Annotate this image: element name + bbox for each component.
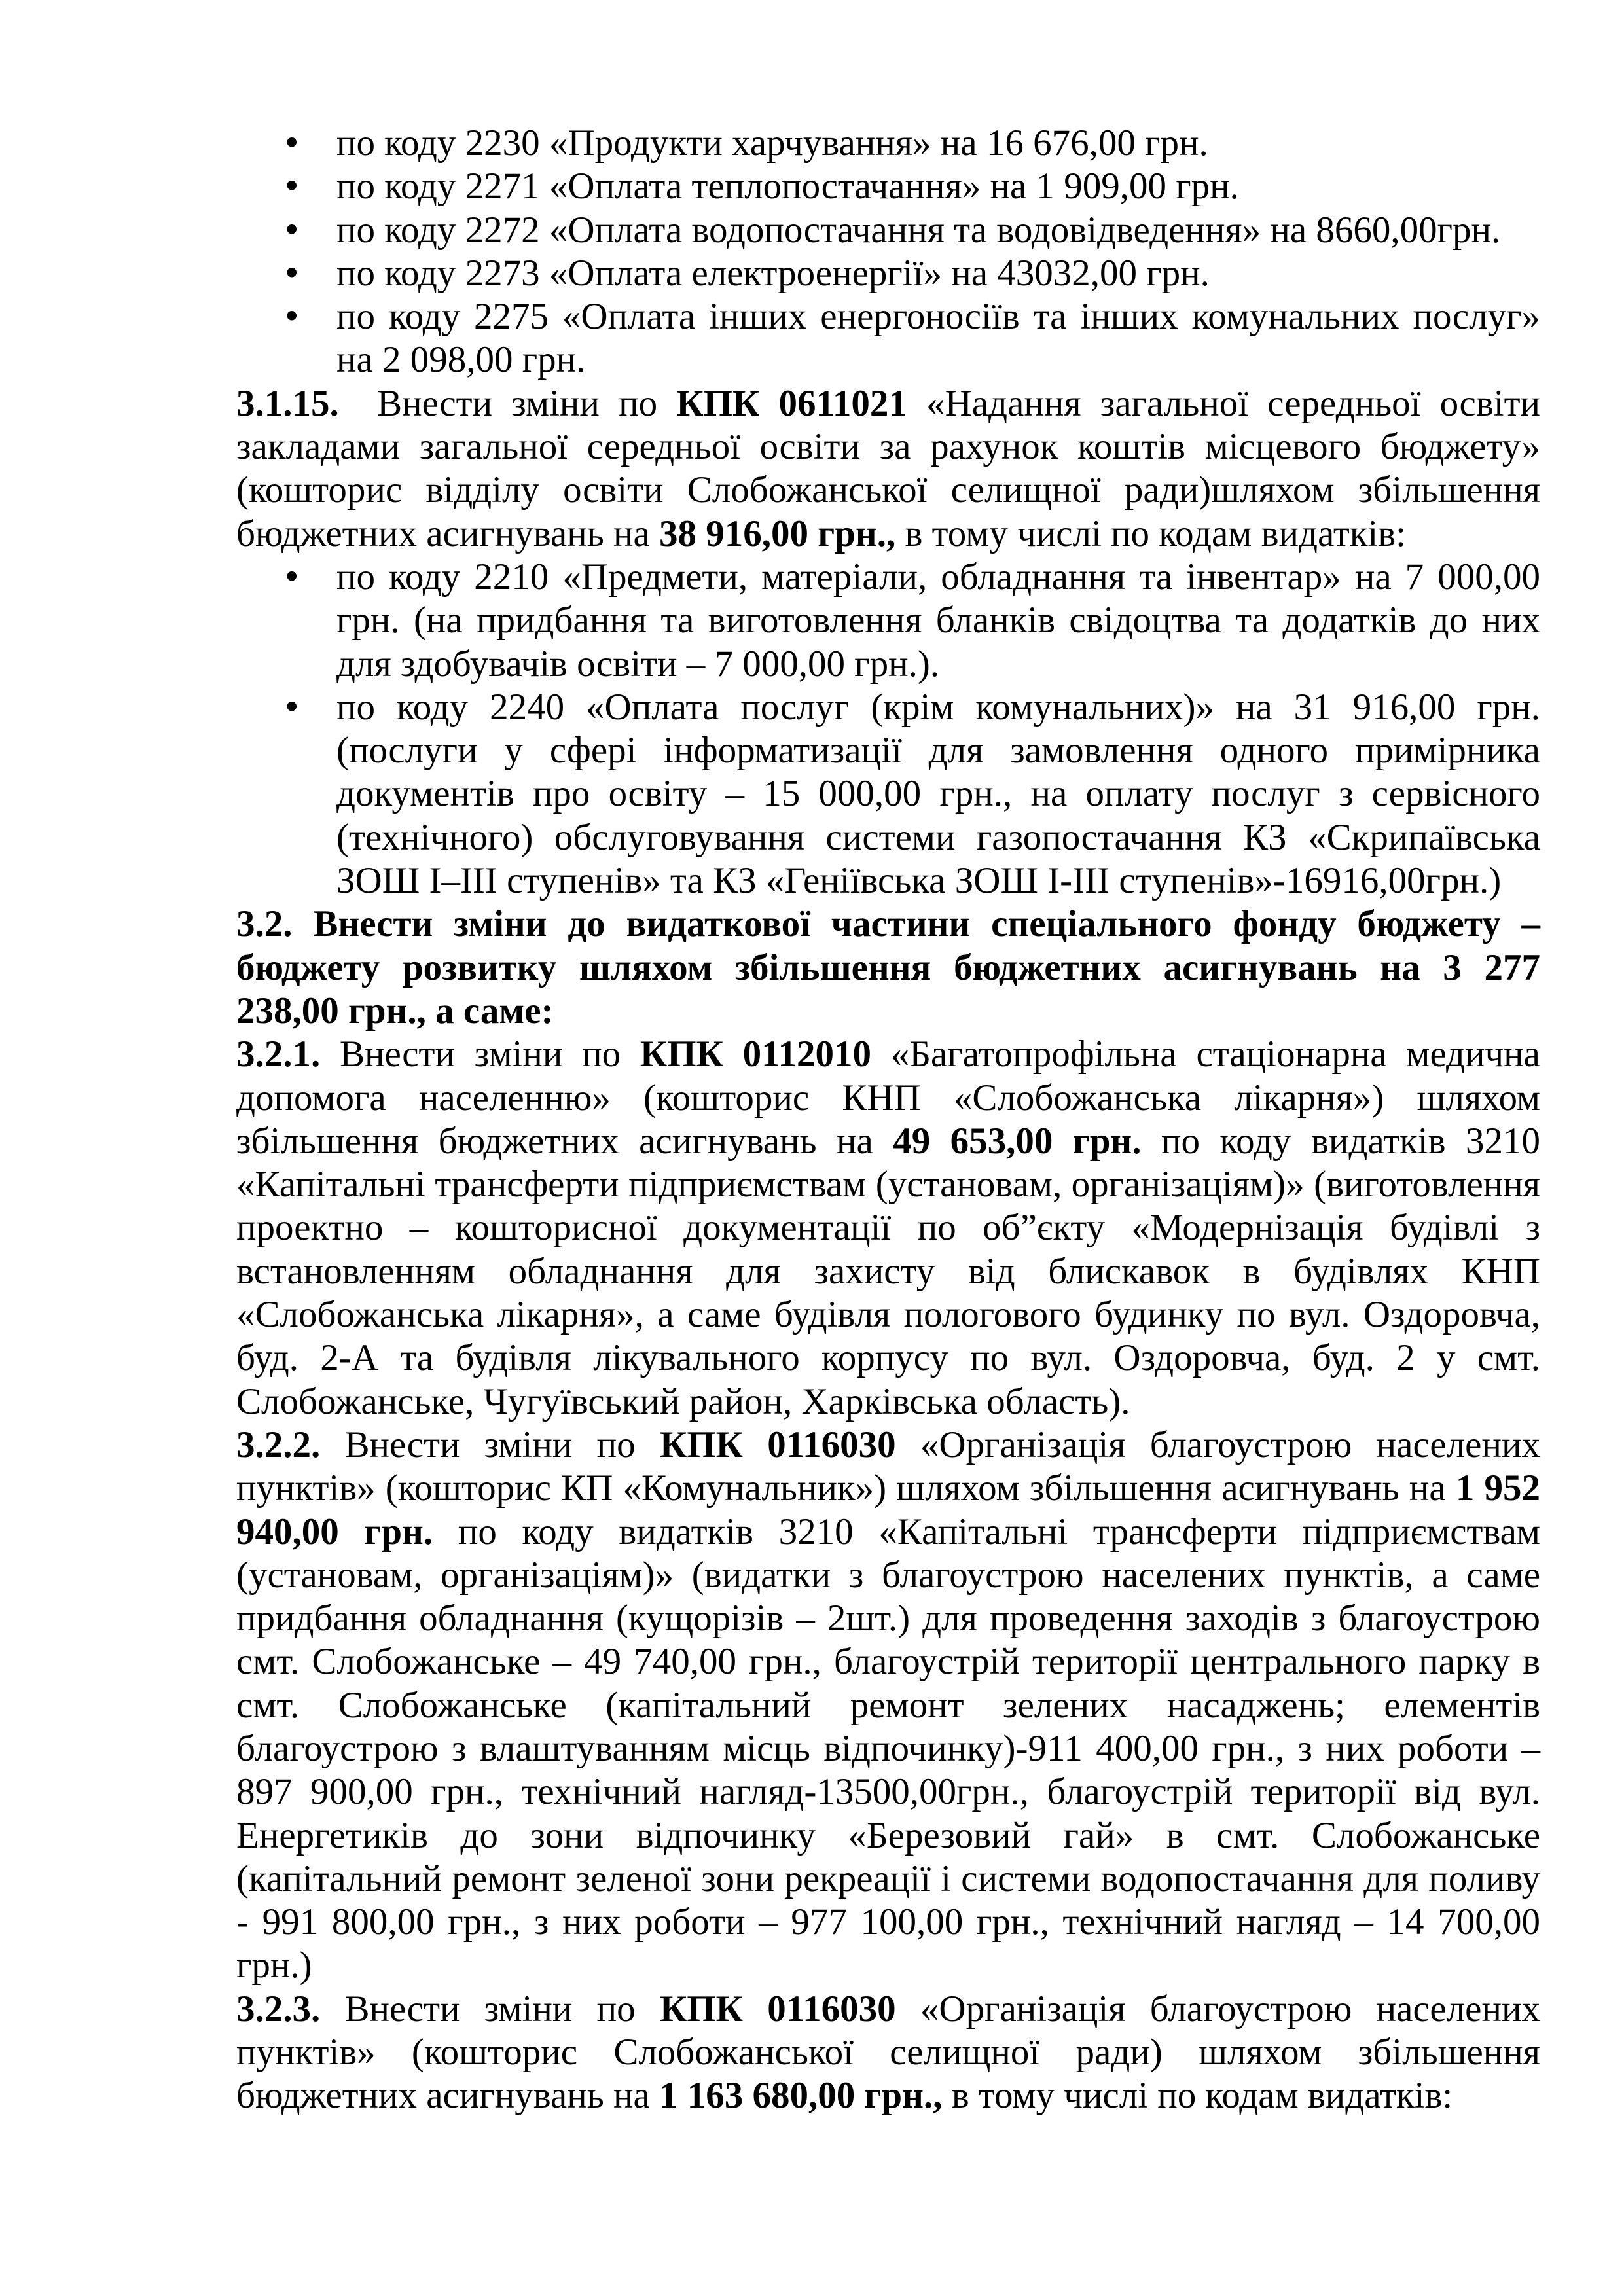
list-item: • по коду 2272 «Оплата водопостачання та водовідведення» на 8660,00грн. [236,209,1540,252]
clause-number: 3.2.3. [236,1988,321,2030]
text: «Надання загальної середньої освіти закладами загальної середньої освіти за рахунок коштів місцевого бюджету» (кошторис відділу освіти Слобожанської селищної ради)шляхом збільшення бюджетних асигнувань на [236,382,1541,554]
list-item: • по коду 2210 «Предмети, матеріали, обладнання та інвентар» на 7 000,00 грн. (на придбання та виготовлення бланків свідоцтва та додатків до них для здобувачів освіти – 7 000,00 грн.). [236,556,1540,686]
text: в тому числі по кодам видатків: [942,2075,1453,2117]
document-page [236,122,1540,2118]
paragraph-3-2-2 [236,1424,1540,1988]
clause-number: 3.2.1. [236,1033,321,1075]
list-item: • по коду 2271 «Оплата теплопостачання» на 1 909,00 грн. [236,165,1540,208]
amount: 1 163 680,00 грн., [659,2075,943,2117]
clause-number: 3.2.2. [236,1424,321,1465]
paragraph-3-2-3 [236,1988,1540,2118]
paragraph-3-2 [236,903,1540,1033]
text: по коду видатків 3210 «Капітальні трансферти підприємствам (установам, організаціям)» (видатки з благоустрою населених пунктів, а саме придбання обладнання (кущорізів – 2шт.) для проведення заходів з благоустрою смт. Слобожанське – 49 740,00 грн., благоустрій території центрального парку в смт. Слобожанське (капітальний ремонт зелених насаджень; елементів благоустрою з влаштуванням місць відпочинку)-911 400,00 грн., з них роботи – 897 900,00 грн., технічний нагляд-13500,00грн., благоустрій території від вул. Енергетиків до зони відпочинку «Березовий гай» в смт. Слобожанське (капітальний ремонт зеленої зони рекреації і системи водопостачання для поливу - 991 800,00 грн., з них роботи – 977 100,00 грн., технічний нагляд – 14 700,00 грн.) [236,1511,1540,1986]
list-item: • по коду 2275 «Оплата інших енергоносіїв та інших комунальних послуг» на 2 098,00 грн. [236,295,1540,382]
section-heading: 3.2. Внести зміни до видаткової частини спеціального фонду бюджету – бюджету розвитку шляхом збільшення бюджетних асигнувань на 3 277 238,00 грн., а саме: [236,903,1540,1031]
kpk-code: КПК 0611021 [676,382,907,424]
amount: 49 653,00 грн. [893,1120,1142,1162]
amount: 38 916,00 грн., [659,512,896,554]
kpk-code: КПК 0112010 [640,1033,872,1075]
clause-number: 3.1.15. [236,382,339,424]
expense-code-list-1 [236,122,1540,382]
list-item: • по коду 2273 «Оплата електроенергії» на 43032,00 грн. [236,252,1540,295]
paragraph-3-2-1 [236,1033,1540,1424]
text: по коду видатків 3210 «Капітальні трансферти підприємствам (установам, організаціям)» (виготовлення проектно – кошторисної документації по об”єкту «Модернізація будівлі з встановленням обладнання для захисту від блискавок в будівлях КНП «Слобожанська лікарня», а саме будівля пологового будинку по вул. Оздоровча, буд. 2-А та будівля лікувального корпусу по вул. Оздоровча, буд. 2 у смт. Слобожанське, Чугуївський район, Харківська область). [236,1120,1540,1422]
text: Внести зміни по [320,1033,640,1075]
text: «Багатопрофільна стаціонарна медична допомога населенню» (кошторис КНП «Слобожанська лікарня») шляхом збільшення бюджетних асигнувань на [236,1033,1540,1162]
text: «Організація благоустрою населених пунктів» (кошторис КП «Комунальник») шляхом збільшення асигнувань на [236,1424,1540,1509]
text: «Організація благоустрою населених пунктів» (кошторис Слобожанської селищної ради) шляхом збільшення бюджетних асигнувань на [236,1988,1540,2117]
text: Внести зміни по [320,1988,660,2030]
amount: 1 952 940,00 грн. [236,1467,1540,1552]
text: Внести зміни по [338,382,677,424]
kpk-code: КПК 0116030 [659,1424,896,1465]
list-item: • по коду 2240 «Оплата послуг (крім комунальних)» на 31 916,00 грн. (послуги у сфері інформатизації для замовлення одного примірника документів про освіту – 15 000,00 грн., на оплату послуг з сервісного (технічного) обслуговування системи газопостачання КЗ «Скрипаївська ЗОШ І–ІІІ ступенів» та КЗ «Геніївська ЗОШ І-ІІІ ступенів»-16916,00грн.) [236,686,1540,903]
list-item: • по коду 2230 «Продукти харчування» на 16 676,00 грн. [236,122,1540,165]
paragraph-3-1-15 [236,382,1540,556]
text: Внести зміни по [320,1424,660,1465]
expense-code-list-2 [236,556,1540,903]
kpk-code: КПК 0116030 [659,1988,896,2030]
text: в тому числі по кодам видатків: [895,512,1407,554]
